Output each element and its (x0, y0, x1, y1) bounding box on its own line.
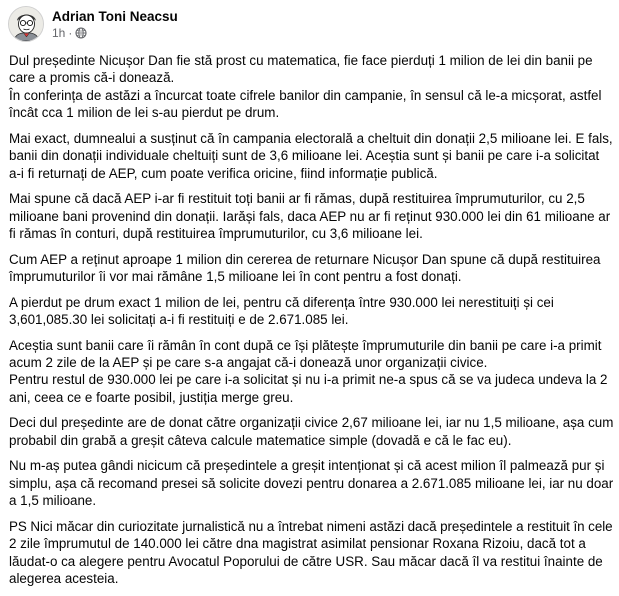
globe-icon[interactable] (75, 27, 87, 39)
post-paragraph (9, 251, 613, 286)
post-text-line: acum 2 zile de la AEP și pe care s-a angajat că-i donează unor organizații civice. (9, 355, 488, 371)
post-text-line: care a promis că-i donează. (9, 70, 175, 86)
post-paragraph (9, 130, 613, 182)
author-avatar[interactable] (8, 6, 44, 42)
post-text-line: 2 zile împrumutul de 140.000 lei către dna magistrat asimilat pensionar Roxana Rizoiu, dacă tot a (9, 536, 586, 552)
post-text-line: a 1,5 milioane. (9, 493, 97, 509)
post-text-line: banii din donații individuale cheltuiți sunt de 3,6 milioane lei. Aceștia sunt și banii pe care i-a solicitat (9, 148, 600, 164)
post-text-line: simplu, așa că recomand presei să solicite dovezi pentru donarea a 2.671.085 milioane lei, iar nu doar (9, 475, 614, 491)
post-timestamp[interactable]: 1h (52, 25, 66, 40)
post-text-line: împrumuturilor îi vor mai rămâne 1,5 milioane lei în cont pentru a fost donați. (9, 269, 462, 285)
post-text-line: Cum AEP a reținut aproape 1 milion din cererea de returnare Nicușor Dan spune că după restituirea (9, 251, 601, 267)
post-subline (52, 26, 178, 41)
post-header (8, 6, 178, 42)
post-text-line: Mai exact, dumnealui a susținut că în campania electorală a cheltuit din donații 2,5 milioane lei. E fals, (9, 130, 613, 146)
post-text-line: A pierdut pe drum exact 1 milion de lei, pentru că diferența între 930.000 lei nerestituiți și cei (9, 294, 554, 310)
post-meta (52, 8, 178, 41)
post-paragraph (9, 337, 613, 407)
post-text-line: Dul președinte Nicușor Dan fie stă prost cu matematica, fie face pierduți 1 milion de lei din banii pe (9, 53, 593, 68)
post-text-line: PS Nici măcar din curiozitate jurnalistică nu a întrebat nimeni astăzi dacă președintele a restituit în cele (9, 518, 613, 534)
post-paragraph (9, 190, 613, 242)
post-text-line: În conferința de astăzi a încurcat toate cifrele banilor din campanie, în sensul că le-a micșorat, astfel (9, 87, 602, 103)
post-text-line: a-i fi returnați de AEP, cum poate verifica oricine, fiind informație publică. (9, 165, 438, 181)
post-text-line: Deci dul președinte are de donat către organizații civice 2,67 milioane lei, iar nu 1,5 milioane, așa cum (9, 415, 614, 431)
author-name[interactable]: Adrian Toni Neacsu (52, 8, 178, 24)
post-text-line: încât cca 1 milion de lei s-au pierdut pe drum. (9, 105, 280, 121)
post-text-line: Nu m-aș putea gândi nicicum că președintele a greșit intenționat și că acest milion îl palmează pur și (9, 458, 605, 474)
post-paragraph (9, 457, 613, 509)
post-text-line: lăudat-o ca alegere pentru Avocatul Poporului de către USR. Sau măcar dacă îl va restitui înainte de (9, 553, 603, 569)
post-paragraph (9, 518, 613, 588)
post-text-line: Aceștia sunt banii care îi rămân în cont după ce își plătește împrumuturile din banii pe care i-a primit (9, 337, 602, 353)
post-text-line: Pentru restul de 930.000 lei pe care i-a solicitat și nu i-a primit ne-a spus că se va judeca undeva la 2 (9, 372, 608, 388)
post-text (9, 52, 613, 596)
separator-dot: · (68, 25, 73, 40)
post-text-line: Mai spune că dacă AEP i-ar fi restituit toți banii ar fi rămas, după restituirea împrumuturilor, cu 2,5 (9, 191, 585, 207)
post-text-line: 3,601,085.30 lei solicitați a-i fi restituiți e de 2.671.085 lei. (9, 312, 349, 328)
post-text-line: ani, ceea ce e foarte posibil, justiția merge greu. (9, 389, 294, 405)
post-text-line: probabil din grabă a greșit câteva calcule matematice simple (dovadă e că le fac eu). (9, 432, 512, 448)
post-text-line: alegerea acesteia. (9, 571, 119, 587)
post-paragraph (9, 414, 613, 449)
post-paragraph (9, 52, 613, 122)
avatar-caricature-icon (9, 7, 43, 41)
post-paragraph (9, 294, 613, 329)
post-text-line: milioane bani provenind din donații. Iarăși fals, daca AEP nu ar fi reținut 930.000 lei din 61 milioane ar (9, 208, 611, 224)
post-text-line: fi rămas în conturi, după restituirea împrumuturilor, cu 3,6 milioane lei. (9, 226, 423, 242)
